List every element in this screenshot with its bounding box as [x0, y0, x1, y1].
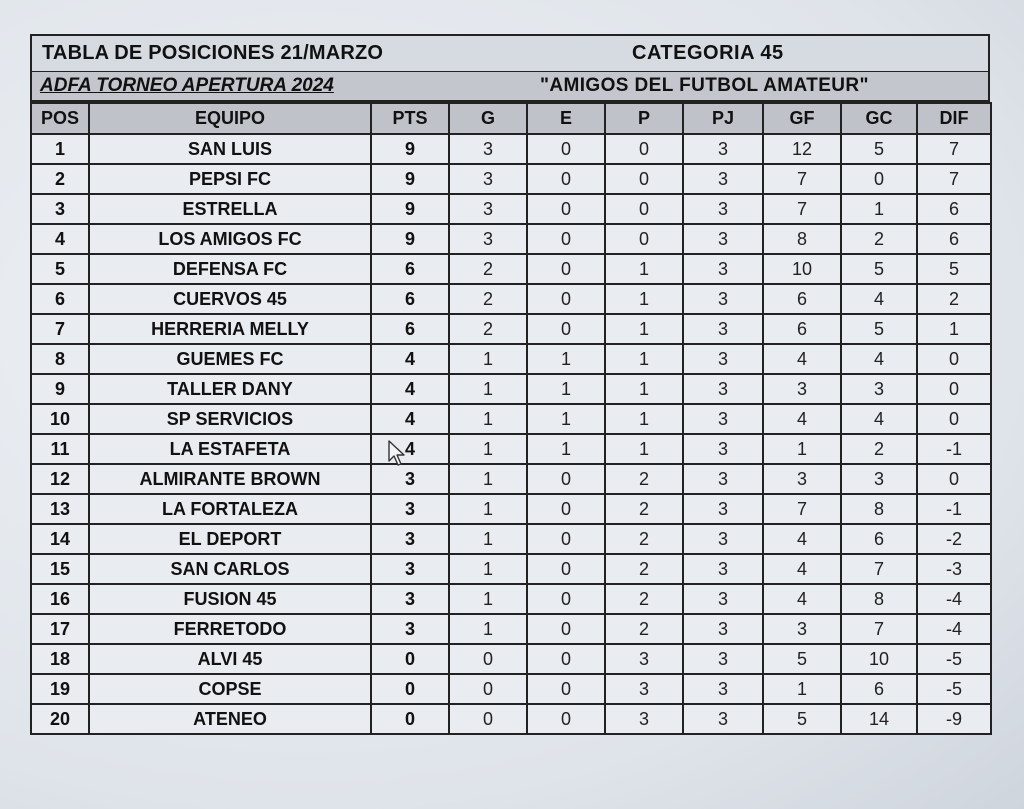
table-row: [31, 134, 991, 164]
cell-pts: 3: [371, 524, 449, 554]
cell-team: DEFENSA FC: [89, 254, 371, 284]
column-header-gf: GF: [763, 103, 841, 134]
cell-gf: 5: [763, 704, 841, 734]
cell-pj: 3: [683, 164, 763, 194]
cell-gf: 6: [763, 284, 841, 314]
cell-gc: 14: [841, 704, 917, 734]
cell-dif: 0: [917, 374, 991, 404]
cell-pj: 3: [683, 584, 763, 614]
cell-gf: 4: [763, 554, 841, 584]
cell-p: 2: [605, 494, 683, 524]
cell-team: ALMIRANTE BROWN: [89, 464, 371, 494]
cell-p: 0: [605, 224, 683, 254]
cell-pos: 8: [31, 344, 89, 374]
cell-dif: -4: [917, 614, 991, 644]
cell-team: PEPSI FC: [89, 164, 371, 194]
table-header-row: [31, 103, 991, 134]
column-header-gc: GC: [841, 103, 917, 134]
cell-pos: 11: [31, 434, 89, 464]
cell-gf: 4: [763, 404, 841, 434]
table-row: [31, 224, 991, 254]
cell-pts: 3: [371, 584, 449, 614]
cell-gf: 6: [763, 314, 841, 344]
cell-pts: 3: [371, 464, 449, 494]
cell-team: SAN CARLOS: [89, 554, 371, 584]
subtitle-bar: [30, 72, 990, 102]
cell-g: 1: [449, 464, 527, 494]
cell-dif: 0: [917, 464, 991, 494]
table-row: [31, 644, 991, 674]
cell-gc: 7: [841, 614, 917, 644]
category-label: CATEGORIA 45: [632, 42, 784, 64]
cell-gf: 12: [763, 134, 841, 164]
title-bar: [30, 34, 990, 72]
cell-pj: 3: [683, 284, 763, 314]
table-row: [31, 494, 991, 524]
cell-p: 1: [605, 404, 683, 434]
table-row: [31, 404, 991, 434]
standings-table: [30, 102, 992, 735]
cell-dif: -1: [917, 434, 991, 464]
cell-team: GUEMES FC: [89, 344, 371, 374]
cell-g: 1: [449, 434, 527, 464]
table-row: [31, 584, 991, 614]
cell-pj: 3: [683, 344, 763, 374]
cell-e: 0: [527, 614, 605, 644]
cell-e: 0: [527, 164, 605, 194]
cell-g: 1: [449, 554, 527, 584]
cell-pos: 20: [31, 704, 89, 734]
cell-e: 0: [527, 284, 605, 314]
cell-pos: 17: [31, 614, 89, 644]
cell-pj: 3: [683, 554, 763, 584]
cell-pos: 4: [31, 224, 89, 254]
column-header-pts: PTS: [371, 103, 449, 134]
table-row: [31, 674, 991, 704]
cell-pos: 15: [31, 554, 89, 584]
tournament-label: ADFA TORNEO APERTURA 2024: [40, 75, 334, 96]
cell-g: 1: [449, 614, 527, 644]
cell-gc: 8: [841, 584, 917, 614]
cell-gf: 7: [763, 494, 841, 524]
cell-pj: 3: [683, 224, 763, 254]
cell-team: FERRETODO: [89, 614, 371, 644]
cell-pj: 3: [683, 464, 763, 494]
cell-pj: 3: [683, 674, 763, 704]
cell-pts: 6: [371, 254, 449, 284]
cell-gc: 2: [841, 224, 917, 254]
league-label: "AMIGOS DEL FUTBOL AMATEUR": [540, 75, 869, 96]
cell-g: 0: [449, 704, 527, 734]
cell-p: 1: [605, 374, 683, 404]
cell-team: LA ESTAFETA: [89, 434, 371, 464]
cell-dif: -4: [917, 584, 991, 614]
cell-pos: 18: [31, 644, 89, 674]
table-row: [31, 314, 991, 344]
cell-gf: 3: [763, 614, 841, 644]
cell-p: 0: [605, 194, 683, 224]
cell-g: 3: [449, 194, 527, 224]
cell-pos: 1: [31, 134, 89, 164]
column-header-p: P: [605, 103, 683, 134]
cell-p: 3: [605, 674, 683, 704]
cell-g: 1: [449, 494, 527, 524]
cell-e: 0: [527, 194, 605, 224]
cell-gf: 5: [763, 644, 841, 674]
cell-pts: 0: [371, 674, 449, 704]
table-row: [31, 704, 991, 734]
cell-pos: 3: [31, 194, 89, 224]
table-row: [31, 164, 991, 194]
cell-gc: 5: [841, 314, 917, 344]
cell-g: 1: [449, 524, 527, 554]
cell-gf: 3: [763, 374, 841, 404]
cell-team: LOS AMIGOS FC: [89, 224, 371, 254]
cell-dif: -5: [917, 674, 991, 704]
cell-pj: 3: [683, 254, 763, 284]
cell-pos: 9: [31, 374, 89, 404]
cell-pj: 3: [683, 494, 763, 524]
cell-p: 3: [605, 644, 683, 674]
cell-pj: 3: [683, 524, 763, 554]
cell-e: 0: [527, 464, 605, 494]
cell-pts: 0: [371, 704, 449, 734]
cell-gf: 4: [763, 344, 841, 374]
column-header-dif: DIF: [917, 103, 991, 134]
cell-e: 0: [527, 674, 605, 704]
cell-g: 1: [449, 374, 527, 404]
cell-pos: 19: [31, 674, 89, 704]
cell-e: 0: [527, 314, 605, 344]
cell-e: 1: [527, 344, 605, 374]
cell-gc: 5: [841, 254, 917, 284]
cell-p: 0: [605, 134, 683, 164]
cell-team: CUERVOS 45: [89, 284, 371, 314]
table-row: [31, 524, 991, 554]
table-row: [31, 344, 991, 374]
cell-gc: 8: [841, 494, 917, 524]
cell-e: 0: [527, 554, 605, 584]
cell-gf: 7: [763, 164, 841, 194]
cell-g: 0: [449, 644, 527, 674]
cell-pts: 4: [371, 344, 449, 374]
cell-gf: 10: [763, 254, 841, 284]
cell-pts: 6: [371, 284, 449, 314]
cell-e: 0: [527, 224, 605, 254]
cell-pos: 16: [31, 584, 89, 614]
cell-pts: 9: [371, 194, 449, 224]
cell-gf: 4: [763, 524, 841, 554]
table-row: [31, 374, 991, 404]
cell-gc: 7: [841, 554, 917, 584]
cell-e: 1: [527, 404, 605, 434]
cell-gc: 6: [841, 674, 917, 704]
cell-dif: 6: [917, 194, 991, 224]
page-title: TABLA DE POSICIONES 21/MARZO: [42, 42, 384, 64]
cell-pos: 6: [31, 284, 89, 314]
cell-gf: 7: [763, 194, 841, 224]
cell-dif: 2: [917, 284, 991, 314]
cell-team: ESTRELLA: [89, 194, 371, 224]
cell-team: FUSION 45: [89, 584, 371, 614]
cell-pos: 10: [31, 404, 89, 434]
table-row: [31, 464, 991, 494]
cell-p: 3: [605, 704, 683, 734]
cell-gc: 3: [841, 464, 917, 494]
cell-g: 2: [449, 284, 527, 314]
cell-g: 3: [449, 224, 527, 254]
cell-e: 0: [527, 134, 605, 164]
cell-pos: 14: [31, 524, 89, 554]
cell-p: 0: [605, 164, 683, 194]
cell-p: 1: [605, 284, 683, 314]
cell-pts: 9: [371, 134, 449, 164]
cell-g: 3: [449, 164, 527, 194]
cell-gf: 4: [763, 584, 841, 614]
cell-e: 0: [527, 494, 605, 524]
cell-gc: 6: [841, 524, 917, 554]
cell-p: 2: [605, 554, 683, 584]
table-row: [31, 614, 991, 644]
column-header-e: E: [527, 103, 605, 134]
cell-p: 1: [605, 314, 683, 344]
cell-pj: 3: [683, 614, 763, 644]
cell-team: LA FORTALEZA: [89, 494, 371, 524]
standings-document: [30, 34, 992, 735]
cell-g: 3: [449, 134, 527, 164]
cell-dif: -5: [917, 644, 991, 674]
cell-p: 1: [605, 434, 683, 464]
cell-gc: 2: [841, 434, 917, 464]
cell-e: 0: [527, 704, 605, 734]
cell-team: SAN LUIS: [89, 134, 371, 164]
cell-pts: 3: [371, 554, 449, 584]
cell-dif: -1: [917, 494, 991, 524]
cell-gc: 4: [841, 344, 917, 374]
cell-e: 1: [527, 434, 605, 464]
cell-pj: 3: [683, 194, 763, 224]
table-row: [31, 284, 991, 314]
cell-dif: 5: [917, 254, 991, 284]
cell-team: EL DEPORT: [89, 524, 371, 554]
cell-e: 0: [527, 254, 605, 284]
cell-pts: 4: [371, 374, 449, 404]
table-row: [31, 434, 991, 464]
cell-g: 1: [449, 344, 527, 374]
cell-pj: 3: [683, 314, 763, 344]
cell-team: HERRERIA MELLY: [89, 314, 371, 344]
cell-p: 2: [605, 614, 683, 644]
table-row: [31, 194, 991, 224]
cell-gf: 1: [763, 434, 841, 464]
cell-gc: 10: [841, 644, 917, 674]
cell-team: ALVI 45: [89, 644, 371, 674]
cell-pos: 13: [31, 494, 89, 524]
cell-pj: 3: [683, 134, 763, 164]
cell-dif: 0: [917, 344, 991, 374]
cell-pts: 6: [371, 314, 449, 344]
cell-gf: 8: [763, 224, 841, 254]
cell-gc: 4: [841, 404, 917, 434]
cell-gc: 0: [841, 164, 917, 194]
cell-e: 0: [527, 524, 605, 554]
cell-e: 1: [527, 374, 605, 404]
cell-team: COPSE: [89, 674, 371, 704]
cell-gc: 5: [841, 134, 917, 164]
cell-pts: 3: [371, 494, 449, 524]
cell-p: 2: [605, 584, 683, 614]
cell-p: 2: [605, 524, 683, 554]
cell-pts: 4: [371, 404, 449, 434]
cell-team: ATENEO: [89, 704, 371, 734]
cell-pos: 12: [31, 464, 89, 494]
cell-dif: 7: [917, 134, 991, 164]
cell-g: 1: [449, 584, 527, 614]
cell-p: 1: [605, 344, 683, 374]
cell-e: 0: [527, 584, 605, 614]
column-header-equipo: EQUIPO: [89, 103, 371, 134]
cell-gf: 1: [763, 674, 841, 704]
cell-pts: 9: [371, 164, 449, 194]
cell-gc: 3: [841, 374, 917, 404]
table-row: [31, 254, 991, 284]
cell-dif: 1: [917, 314, 991, 344]
mouse-pointer-icon: [387, 439, 407, 467]
table-row: [31, 554, 991, 584]
cell-gf: 3: [763, 464, 841, 494]
column-header-g: G: [449, 103, 527, 134]
cell-pj: 3: [683, 404, 763, 434]
cell-pts: 4: [371, 434, 449, 464]
cell-pts: 9: [371, 224, 449, 254]
column-header-pos: POS: [31, 103, 89, 134]
cell-pj: 3: [683, 434, 763, 464]
cell-g: 1: [449, 404, 527, 434]
cell-pos: 7: [31, 314, 89, 344]
cell-pj: 3: [683, 644, 763, 674]
cell-pos: 2: [31, 164, 89, 194]
cell-pos: 5: [31, 254, 89, 284]
cell-pj: 3: [683, 374, 763, 404]
cell-p: 1: [605, 254, 683, 284]
cell-gc: 1: [841, 194, 917, 224]
cell-g: 2: [449, 314, 527, 344]
cell-pts: 3: [371, 614, 449, 644]
cell-dif: 0: [917, 404, 991, 434]
cell-dif: -3: [917, 554, 991, 584]
cell-team: TALLER DANY: [89, 374, 371, 404]
cell-gc: 4: [841, 284, 917, 314]
cell-g: 0: [449, 674, 527, 704]
cell-team: SP SERVICIOS: [89, 404, 371, 434]
cell-g: 2: [449, 254, 527, 284]
cell-dif: -9: [917, 704, 991, 734]
cell-pts: 0: [371, 644, 449, 674]
cell-dif: -2: [917, 524, 991, 554]
cell-dif: 6: [917, 224, 991, 254]
cell-pj: 3: [683, 704, 763, 734]
cell-p: 2: [605, 464, 683, 494]
cell-e: 0: [527, 644, 605, 674]
table-body: [31, 134, 991, 734]
cell-dif: 7: [917, 164, 991, 194]
column-header-pj: PJ: [683, 103, 763, 134]
